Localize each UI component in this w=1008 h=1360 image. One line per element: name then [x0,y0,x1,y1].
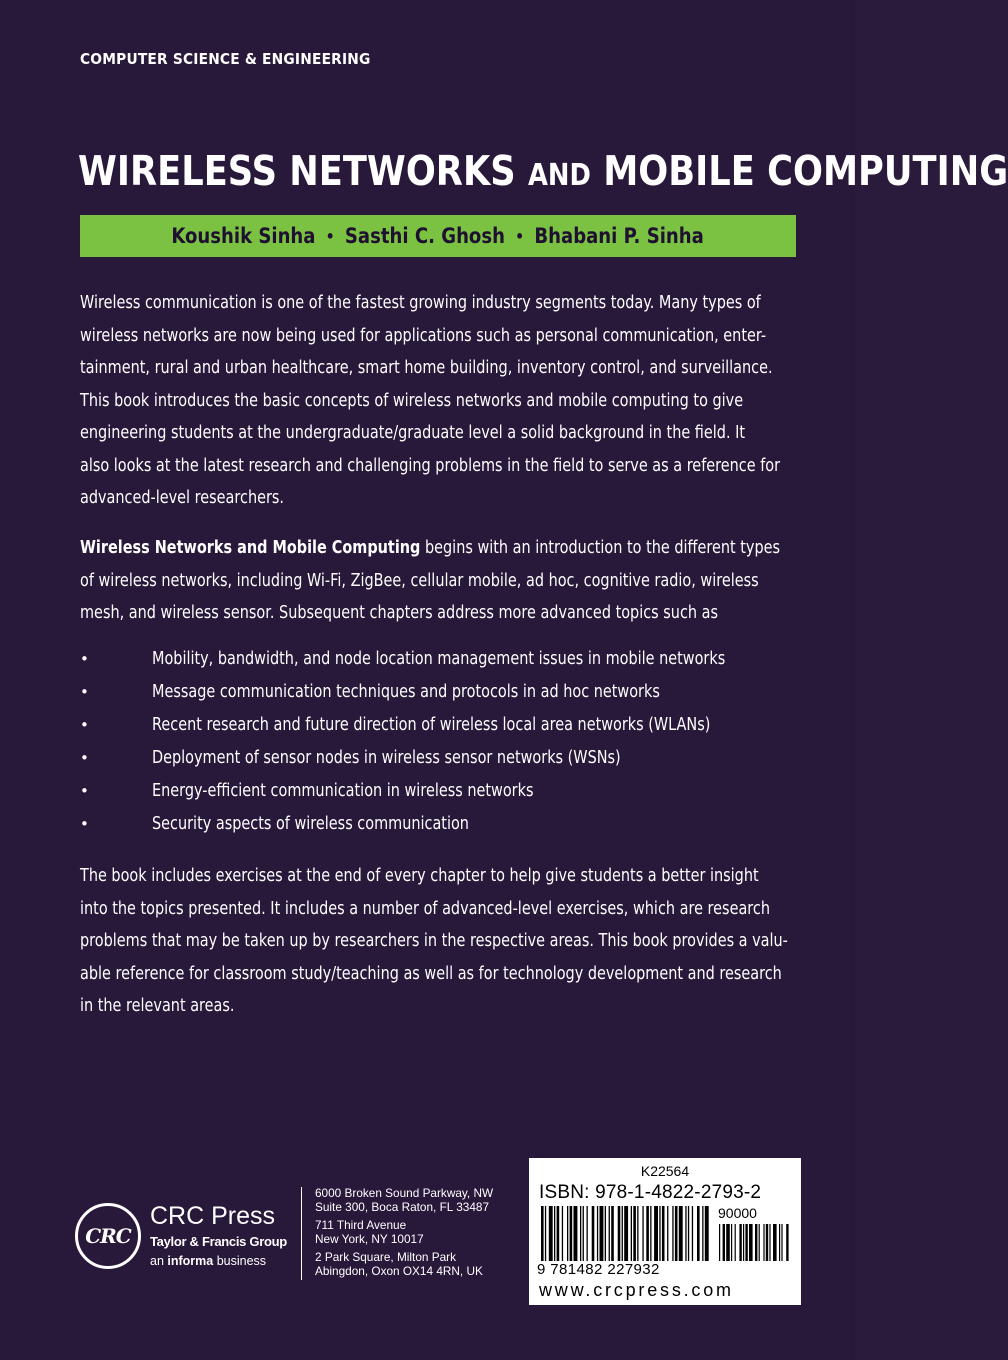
paragraph-line: Wireless communication is one of the fastest growing industry segments today. Many types of [80,293,761,313]
publisher-addresses [315,1186,525,1282]
list-item [80,709,796,742]
logo-text: CRC [85,1224,131,1248]
paragraph-line: problems that may be taken up by researchers in the respective areas. This book provides a valu- [80,931,788,951]
paragraph-line: This book introduces the basic concepts of wireless networks and mobile computing to give [80,390,744,411]
author-3: Bhabani P. Sinha [534,224,705,248]
book-title [78,145,1008,202]
title-part1: WIRELESS NETWORKS [78,147,516,195]
paragraph-line: of wireless networks, including Wi-Fi, ZigBee, cellular mobile, ad hoc, cognitive radio, wireless [80,570,759,591]
product-code: K22564 [640,1163,690,1179]
topic-list [80,643,796,841]
book-title-inline: Wireless Networks and Mobile Computing [80,538,421,558]
list-item-text: Message communication techniques and protocols in ad hoc networks [152,682,660,702]
barcode-digits: 9 781482 227932 [537,1261,660,1278]
divider [301,1187,302,1280]
author-separator: • [515,226,525,246]
isbn-number: ISBN: 978-1-4822-2793-2 [539,1182,762,1203]
paragraph-line: mesh, and wireless sensor. Subsequent chapters address more advanced topics such as [80,603,718,623]
address-line: Abingdon, Oxon OX14 4RN, UK [315,1264,483,1278]
paragraph-line: wireless networks are now being used for applications such as personal communication, enter- [80,325,767,346]
publisher-group: Taylor & Francis Group [150,1234,287,1249]
description-paragraph-2 [80,532,796,630]
author-1: Koushik Sinha [171,224,316,248]
address-line: 2 Park Square, Milton Park [315,1250,456,1264]
paragraph-line: also looks at the latest research and challenging problems in the field to serve as a reference for [80,455,781,476]
isbn-barcode-box [529,1158,801,1305]
bullet-icon: • [80,815,89,833]
bullet-icon: • [80,782,89,800]
list-item [80,808,796,841]
address-block [315,1218,525,1246]
barcode-addon: 90000 [718,1205,757,1221]
paragraph-line: The book includes exercises at the end of every chapter to help give students a better insight [80,866,759,886]
list-item-text: Energy-efficient communication in wireless networks [152,781,534,801]
author-2: Sasthi C. Ghosh [345,224,506,248]
informa-brand: informa [167,1254,214,1268]
list-item [80,643,796,676]
list-item-text: Deployment of sensor nodes in wireless sensor networks (WSNs) [152,748,621,768]
list-item-text: Mobility, bandwidth, and node location management issues in mobile networks [152,649,726,669]
bullet-icon: • [80,716,89,734]
category-label: COMPUTER SCIENCE & ENGINEERING [80,50,371,68]
bullet-icon: • [80,650,89,668]
bullet-icon: • [80,683,89,701]
author-separator: • [326,226,336,246]
address-line: New York, NY 10017 [315,1232,424,1246]
address-line: 6000 Broken Sound Parkway, NW [315,1186,494,1200]
author-bar [80,215,796,257]
title-and: AND [527,158,591,193]
list-item [80,775,796,808]
description-paragraph-1 [80,287,796,515]
paragraph-line-rest: begins with an introduction to the different types [420,538,781,558]
list-item [80,676,796,709]
publisher-name: CRC Press [150,1202,276,1230]
crc-logo-icon [75,1203,141,1269]
paragraph-line [80,532,781,565]
informa-prefix: an [150,1254,168,1268]
list-item-text: Recent research and future direction of wireless local area networks (WLANs) [152,715,711,735]
paragraph-line: advanced-level researchers. [80,488,285,508]
description-paragraph-3 [80,860,796,1023]
address-block [315,1186,525,1214]
address-block [315,1250,525,1278]
paragraph-line: in the relevant areas. [80,996,235,1016]
paragraph-line: engineering students at the undergraduate/graduate level a solid background in the field. It [80,423,746,443]
paragraph-line: tainment, rural and urban healthcare, smart home building, inventory control, and surveillance. [80,358,773,378]
paragraph-line: able reference for classroom study/teaching as well as for technology development and research [80,963,782,984]
publisher-url: www.crcpress.com [539,1280,734,1300]
title-part2: MOBILE COMPUTING [603,147,1008,195]
address-line: Suite 300, Boca Raton, FL 33487 [315,1200,490,1214]
list-item [80,742,796,775]
bullet-icon: • [80,749,89,767]
paragraph-line: into the topics presented. It includes a number of advanced-level exercises, which are research [80,898,771,919]
list-item-text: Security aspects of wireless communication [152,814,469,834]
address-line: 711 Third Avenue [315,1218,407,1232]
publisher-informa [150,1254,266,1268]
informa-suffix: business [213,1254,267,1268]
